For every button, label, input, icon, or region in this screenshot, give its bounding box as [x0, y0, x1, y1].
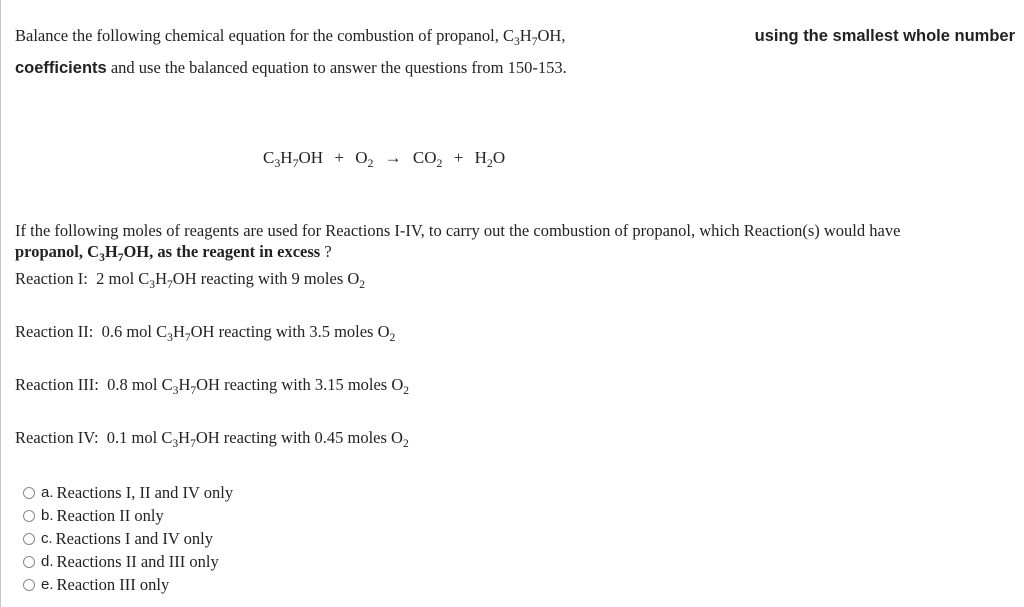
- reaction-ii: [15, 322, 396, 345]
- option-label[interactable]: Reactions I and IV only: [55, 528, 214, 548]
- subscript: 2: [436, 156, 443, 171]
- reaction-text: OH reacting with 3.15 moles O: [196, 375, 404, 394]
- instructions-text-part: H: [519, 26, 532, 45]
- reaction-text: 0.8 mol C: [107, 375, 173, 394]
- product-carbon-dioxide: [412, 148, 443, 171]
- subscript: 3: [149, 279, 156, 292]
- formula-part: C: [263, 148, 275, 167]
- reaction-text: OH reacting with 0.45 moles O: [195, 428, 403, 447]
- option-label[interactable]: Reaction II only: [56, 505, 164, 525]
- subscript: 7: [167, 279, 173, 292]
- subscript: 2: [402, 438, 409, 451]
- option-b[interactable]: [23, 504, 233, 527]
- instructions-line-2: [15, 52, 1015, 84]
- reaction-iii: [15, 375, 410, 398]
- subscript: 3: [172, 385, 179, 398]
- subscript: 2: [359, 279, 366, 292]
- subscript: 2: [403, 385, 410, 398]
- instructions-line-1: [15, 20, 1015, 52]
- subscript: 2: [367, 156, 374, 171]
- subscript: 7: [531, 36, 538, 49]
- plus-sign: +: [334, 148, 344, 167]
- formula-part: O: [355, 148, 368, 167]
- option-c[interactable]: [23, 527, 233, 550]
- question-line-1: [15, 220, 1019, 241]
- reaction-text: H: [155, 269, 167, 288]
- instructions-emphasis: coefficients: [15, 59, 107, 77]
- subscript: 7: [190, 385, 197, 398]
- formula-part: OH: [298, 148, 324, 167]
- radio-button[interactable]: [23, 556, 35, 568]
- subscript: 7: [292, 156, 299, 171]
- plus-sign: +: [453, 148, 464, 167]
- option-a[interactable]: [23, 481, 233, 504]
- instructions-emphasis: using the smallest whole number: [754, 27, 1015, 45]
- reaction-text: OH reacting with 3.5 moles O: [190, 322, 390, 341]
- question-sentence: If the following moles of reagents are used for Reactions I-IV, to carry out the combustion of propanol, which Reaction(s) would have: [15, 221, 901, 240]
- subscript: 2: [389, 332, 396, 345]
- question-mark: ?: [320, 242, 332, 261]
- subscript: 3: [274, 156, 281, 171]
- question-emphasis-part: OH, as the reagent in excess: [123, 242, 321, 261]
- reaction-text: H: [178, 428, 191, 447]
- reaction-text: H: [172, 322, 185, 341]
- subscript: 7: [117, 252, 124, 265]
- radio-button[interactable]: [23, 487, 35, 499]
- instructions-text-part: Balance the following chemical equation for the combustion of propanol, C: [15, 26, 514, 45]
- question-line-2: [15, 241, 1019, 265]
- product-water: [474, 148, 506, 171]
- reaction-i: [15, 269, 366, 292]
- option-letter: b.: [41, 507, 54, 524]
- instructions-plain: [15, 20, 565, 52]
- instructions-text-part: OH,: [537, 26, 566, 45]
- chemical-equation: [263, 148, 506, 171]
- subscript: 2: [486, 156, 493, 171]
- formula-part: H: [474, 148, 487, 167]
- radio-button[interactable]: [23, 579, 35, 591]
- reaction-label: Reaction IV:: [15, 428, 99, 447]
- subscript: 3: [167, 332, 173, 345]
- radio-button[interactable]: [23, 533, 35, 545]
- question-emphasis-part: H: [104, 242, 118, 261]
- option-letter: e.: [41, 576, 54, 593]
- option-letter: c.: [41, 530, 53, 547]
- instructions-text: [15, 20, 1015, 84]
- reaction-text: H: [178, 375, 191, 394]
- subscript: 7: [190, 438, 196, 451]
- option-e[interactable]: [23, 573, 233, 596]
- option-label[interactable]: Reactions I, II and IV only: [56, 482, 234, 502]
- reaction-label: Reaction III:: [15, 375, 99, 394]
- reaction-text: OH reacting with 9 moles O: [172, 269, 360, 288]
- instructions-text-part: and use the balanced equation to answer the questions from 150-153.: [106, 58, 567, 77]
- question-emphasis-part: propanol, C: [15, 242, 100, 261]
- reaction-text: 0.1 mol C: [106, 428, 173, 447]
- subscript: 3: [99, 252, 105, 265]
- subscript: 3: [514, 36, 520, 49]
- subscript: 3: [172, 438, 179, 451]
- reaction-label: Reaction II:: [15, 322, 94, 341]
- formula-part: H: [280, 148, 293, 167]
- option-label[interactable]: Reactions II and III only: [56, 551, 219, 571]
- subscript: 7: [184, 332, 191, 345]
- option-label[interactable]: Reaction III only: [56, 574, 170, 594]
- option-letter: a.: [41, 484, 54, 501]
- option-letter: d.: [41, 553, 54, 570]
- reaction-iv: [15, 428, 409, 451]
- reactant-oxygen: [355, 148, 374, 171]
- reaction-text: 0.6 mol C: [101, 322, 168, 341]
- radio-button[interactable]: [23, 510, 35, 522]
- formula-part: CO: [412, 148, 437, 167]
- reaction-label: Reaction I:: [15, 269, 88, 288]
- reaction-arrow: →: [384, 148, 402, 167]
- question-text: [15, 220, 1019, 265]
- reactant-propanol: [263, 148, 324, 171]
- formula-part: O: [492, 148, 506, 167]
- reaction-text: 2 mol C: [96, 269, 150, 288]
- answer-options: [23, 481, 233, 596]
- question-emphasis: [15, 242, 321, 265]
- option-d[interactable]: [23, 550, 233, 573]
